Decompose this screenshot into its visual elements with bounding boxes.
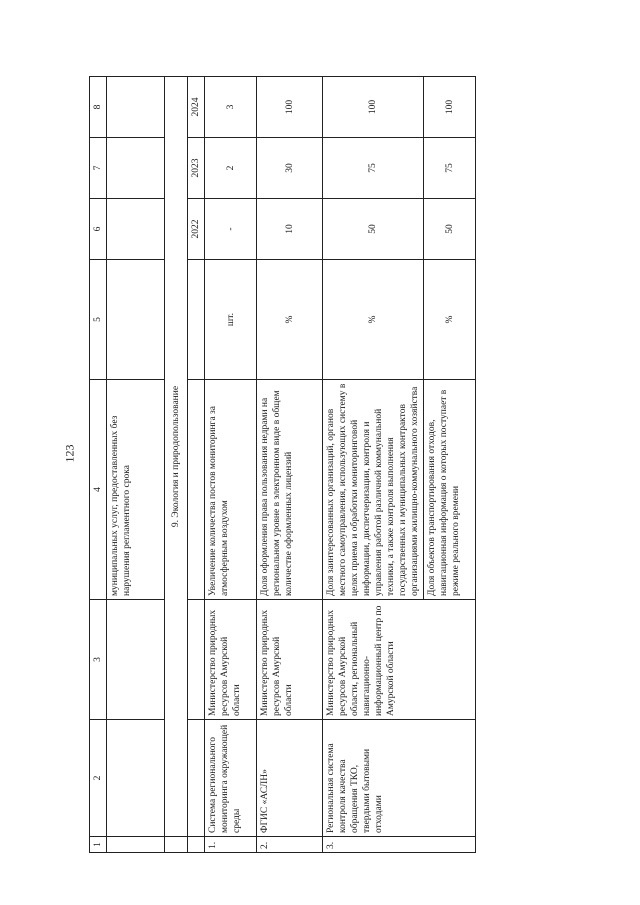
- year-2024: 2024: [188, 77, 205, 138]
- table-row: [205, 77, 257, 853]
- header-col-2: 2: [90, 720, 107, 837]
- value-2023: 2: [205, 138, 257, 199]
- operator-name: Министерство природных ресурсов Амурской области: [205, 600, 257, 720]
- year-2022: 2022: [188, 199, 205, 260]
- unit-cell: %: [323, 260, 424, 380]
- header-col-5: 5: [90, 260, 107, 380]
- operator-name: Министерство природных ресурсов Амурской области: [257, 600, 323, 720]
- row-number: 1.: [205, 837, 257, 853]
- year-2023: 2023: [188, 138, 205, 199]
- years-row: [188, 77, 205, 853]
- row-number: 3.: [323, 837, 476, 853]
- system-name: Региональная система контроля качества обращения ТКО, твердыми бытовыми отходами: [323, 720, 476, 837]
- page-number: 123: [62, 444, 77, 463]
- continuation-row: [107, 77, 165, 853]
- value-2024: 3: [205, 77, 257, 138]
- system-name: Система регионального мониторинга окружающей среды: [205, 720, 257, 837]
- row-number: 2.: [257, 837, 323, 853]
- unit-cell: %: [257, 260, 323, 380]
- header-col-6: 6: [90, 199, 107, 260]
- value-2024: 100: [323, 77, 424, 138]
- rotated-page: [89, 77, 517, 853]
- system-name: ФГИС «АСЛН»: [257, 720, 323, 837]
- value-2023: 75: [424, 138, 476, 199]
- section-row: [165, 77, 188, 853]
- section-title: 9. Экология и природопользование: [165, 77, 188, 837]
- continuation-text: муниципальных услуг, предоставленных без нарушения регламентного срока: [107, 380, 165, 600]
- operator-name: Министерство природных ресурсов Амурской области, региональный навигационно-информационный центр по Амурской области: [323, 600, 476, 720]
- header-col-3: 3: [90, 600, 107, 720]
- indicator-text: Доля заинтересованных организаций, органов местного самоуправления, использующих систему в целях приема и обработки мониторинговой информации, диспетчеризации, контроля и управления работой различной коммунальной техники, а также контроля выполнения государственных и муниципальных контрактов организациями жилищно-коммунального хозяйства: [323, 380, 424, 600]
- value-2023: 75: [323, 138, 424, 199]
- header-row: [90, 77, 107, 853]
- value-2022: 50: [424, 199, 476, 260]
- table-row: [257, 77, 323, 853]
- value-2022: -: [205, 199, 257, 260]
- value-2022: 10: [257, 199, 323, 260]
- indicator-text: Доля оформления права пользования недрами на региональном уровне в электронном виде в общем количестве оформленных лицензий: [257, 380, 323, 600]
- unit-cell: шт.: [205, 260, 257, 380]
- unit-cell: %: [424, 260, 476, 380]
- table-row: [323, 77, 424, 853]
- indicators-table: [89, 76, 476, 853]
- value-2023: 30: [257, 138, 323, 199]
- indicator-text: Доля объектов транспортирования отходов, навигационная информация о которых поступает в режиме реального времени: [424, 380, 476, 600]
- value-2022: 50: [323, 199, 424, 260]
- header-col-4: 4: [90, 380, 107, 600]
- header-col-7: 7: [90, 138, 107, 199]
- indicator-text: Увеличение количества постов мониторинга за атмосферным воздухом: [205, 380, 257, 600]
- value-2024: 100: [257, 77, 323, 138]
- header-col-1: 1: [90, 837, 107, 853]
- value-2024: 100: [424, 77, 476, 138]
- header-col-8: 8: [90, 77, 107, 138]
